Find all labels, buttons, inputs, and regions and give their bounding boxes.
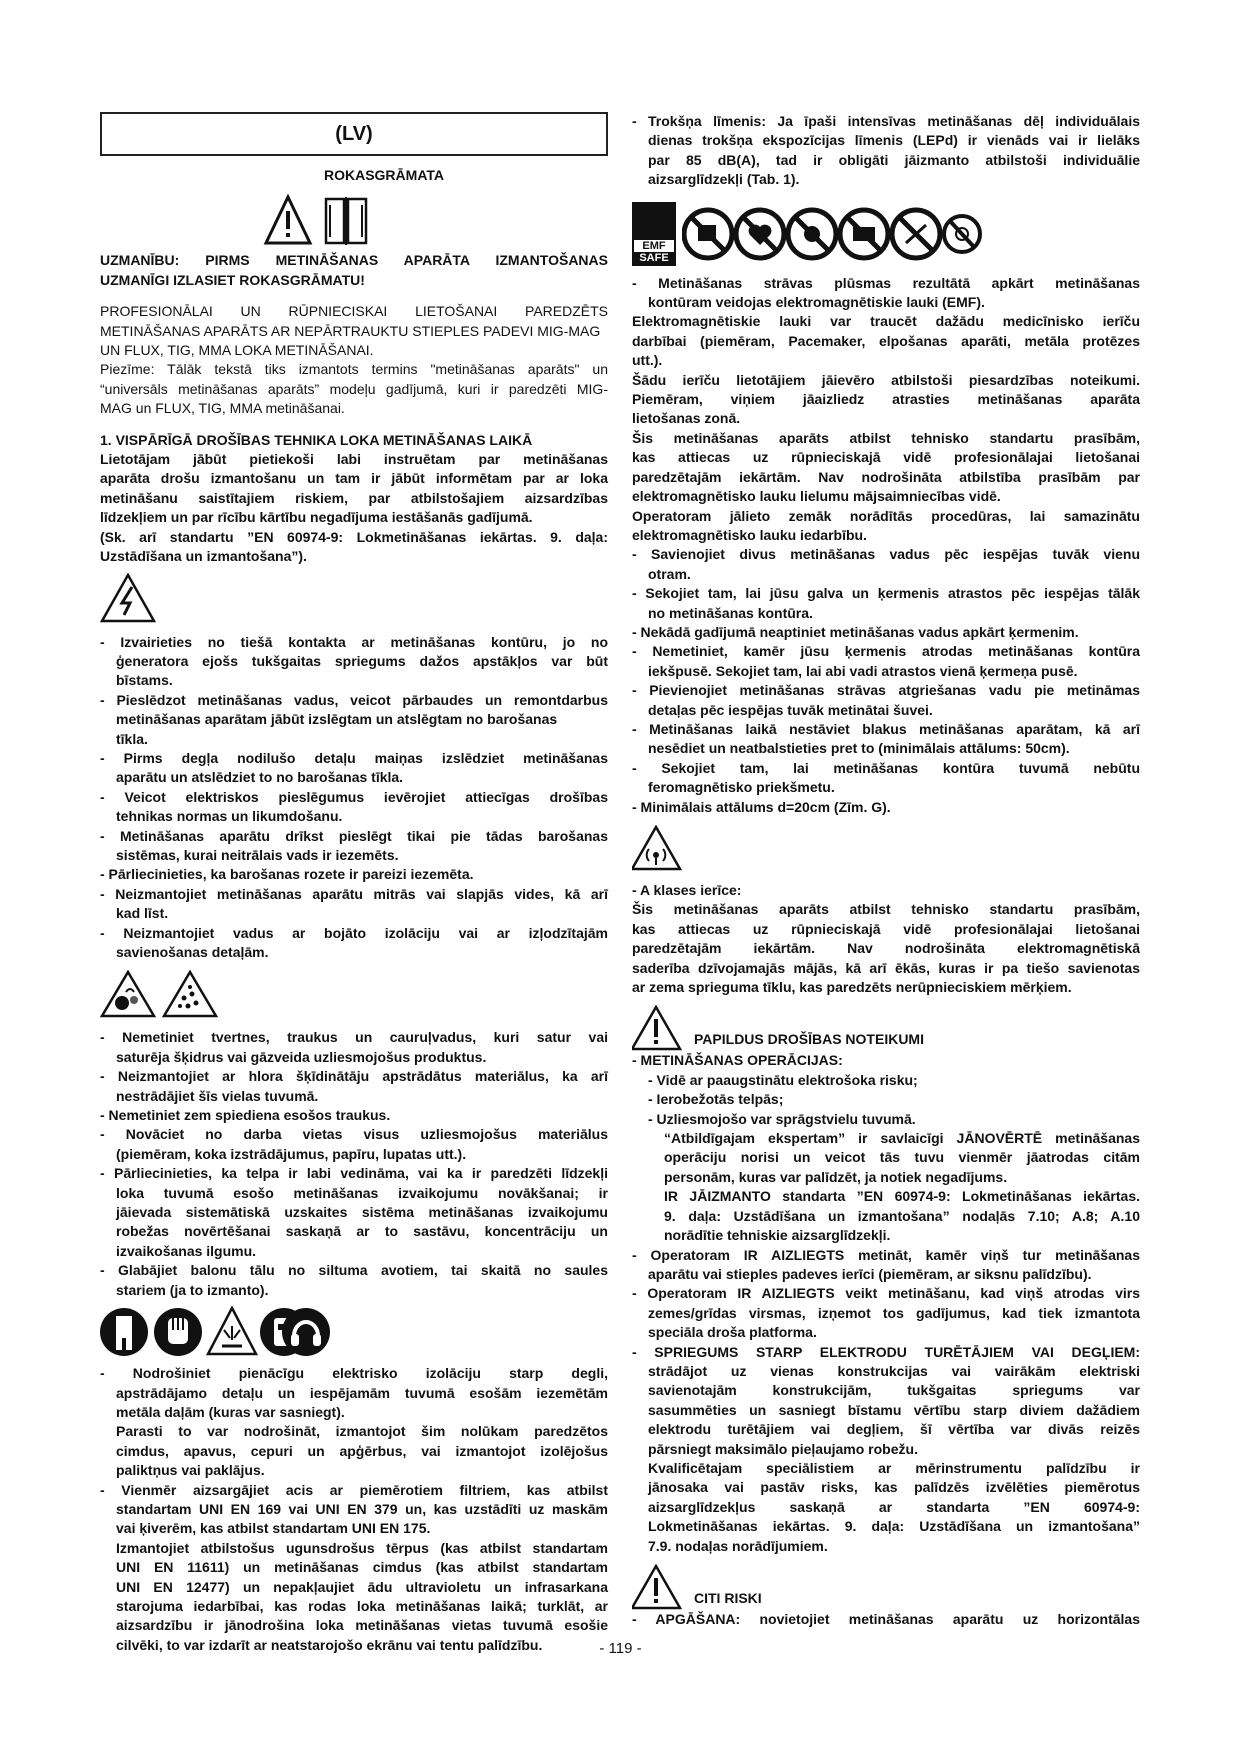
emf-line: - Savienojiet divus metināšanas vadus pēc iespējas tuvāk vienu: [632, 546, 1140, 563]
fire-item: robežas novērtēšanai saskaņā ar to sastāvu, koncentrāciju un: [116, 1223, 608, 1240]
electric-item: tehnikas normas un likumdošanu.: [116, 808, 343, 825]
emf-line: Šādu ierīču lietotājiem jāievēro atbilstoši piesardzības noteikumi.: [632, 371, 1140, 388]
emf-badge-top: EMF: [634, 240, 674, 252]
non-ionizing-radiation-icon: [632, 827, 680, 869]
additional-line: aparātu vai stieples padeves ierīci (piemēram, ar siksnu palīdzību).: [648, 1265, 1092, 1282]
fire-item: (piemēram, koka izstrādājumus, papīru, lupatas utt.).: [116, 1145, 467, 1162]
fire-item: saturēja šķidrus vai gāzveida uzliesmojošus produktus.: [116, 1048, 487, 1065]
section-1-line: (Sk. arī standartu ”EN 60974-9: Lokmetināšanas iekārtas. 9. daļa:: [100, 528, 608, 545]
emf-icon-row: [632, 202, 1140, 266]
section-1-title: 1. VISPĀRĪGĀ DROŠĪBAS TEHNIKA LOKA METINĀŠANAS LAIKĀ: [100, 431, 533, 448]
additional-line: IR JĀIZMANTO standarta ”EN 60974-9: Lokmetināšanas iekārtas.: [664, 1188, 1140, 1205]
ppe-item: - Nodrošiniet pienācīgu elektrisko izolāciju starp degli,: [100, 1365, 608, 1382]
manual-warning-icons: [100, 191, 608, 247]
emf-line: iekšpusē. Sekojiet tam, lai abi vadi atrastos vienā ķermeņa pusē.: [648, 662, 1078, 679]
ear-protection-icon: [282, 1308, 330, 1356]
class-a-line: Šis metināšanas aparāts atbilst tehnisko standartu prasībām,: [632, 901, 1140, 918]
additional-line: Lokmetināšanas iekārtas. 9. daļa: Uzstādīšana un izmantošana”: [648, 1518, 1140, 1535]
warning-triangle-icon: [632, 1566, 680, 1608]
other-risks-heading: [632, 1564, 1140, 1610]
electric-item: sistēmas, kurai neitrālais vads ir iezemēts.: [116, 846, 399, 863]
welding-gloves-icon: [154, 1308, 202, 1356]
fumes-hazard-icon: [164, 972, 216, 1016]
noise-line: - Trokšņa līmenis: Ja īpaši intensīvas metināšanas dēļ individuālais: [632, 113, 1140, 129]
ppe-item: Parasti to var nodrošināt, izmantojot šim nolūkam paredzētos: [116, 1423, 608, 1440]
additional-line: Kvalificētajam speciālistiem ar mērinstrumentu palīdzību ir: [648, 1459, 1140, 1476]
noise-line: par 85 dB(A), tad ir obligāti jāizmanto atbilstoši individuālie: [648, 151, 1140, 168]
ppe-item: starojuma iedarbībai, kas rodas loka metināšanas laikā; turklāt, ar: [116, 1597, 608, 1614]
electric-item: - Metināšanas aparātu drīkst pieslēgt tikai pie tādas barošanas: [100, 827, 608, 844]
no-heart-device-icon: [736, 210, 784, 258]
emf-line: lietošanas zonā.: [632, 410, 741, 427]
manual-title: ROKASGRĀMATA: [323, 167, 445, 183]
emf-line: Šis metināšanas aparāts atbilst tehnisko standartu prasībām,: [632, 429, 1140, 446]
ppe-item: metāla daļām (kuras var sasniegt).: [116, 1403, 345, 1420]
fire-item: - Novāciet no darba vietas visus uzliesmojošus materiālus: [100, 1126, 608, 1143]
electric-item: - Izvairieties no tiešā kontakta ar metināšanas kontūru, jo no: [100, 633, 608, 650]
electric-item: - Pieslēdzot metināšanas vadus, veicot pārbaudes un remontdarbus: [100, 691, 608, 708]
emf-badge-bottom: SAFE: [639, 251, 669, 264]
emf-line: darbībai (piemēram, Pacemaker, elpošanas aparāti, metāla protēzes: [632, 332, 1140, 349]
emf-safe-badge: [632, 202, 676, 266]
additional-line: - SPRIEGUMS STARP ELEKTRODU TURĒTĀJIEM VAI DEGĻIEM:: [632, 1343, 1140, 1360]
electric-hazard-icon: [102, 575, 154, 621]
electric-item: tīkla.: [116, 730, 148, 747]
open-book-icon: [326, 197, 366, 245]
noise-line: aizsarglīdzekļi (Tab. 1).: [648, 171, 800, 188]
additional-line: personām, kuras var palīdzēt, ja notiek negadījums.: [664, 1168, 1008, 1185]
additional-line: savienotajām konstrukcijām, tukšgaitas spriegums var: [648, 1382, 1140, 1399]
emf-line: Operatoram jālieto zemāk norādītās procedūras, lai samazinātu: [632, 507, 1140, 524]
ppe-item: apstrādājamo detaļu un iespējamām tuvumā esošām iezemētām: [116, 1384, 608, 1401]
emf-line: detaļas pēc iespējas tuvāk metinātai šuvei.: [648, 701, 933, 718]
electric-item: - Neizmantojiet metināšanas aparātu mitrās vai slapjās vides, kā arī: [100, 885, 608, 902]
attention-line: UZMANĪGI IZLASIET ROKASGRĀMATU!: [100, 271, 365, 288]
note-line: Piezīme: Tālāk tekstā tiks izmantots termins "metināšanas aparāts" un: [100, 361, 608, 378]
emf-line: - Pievienojiet metināšanas strāvas atgriešanas vadu pie metināmas: [632, 682, 1140, 699]
electric-item: bīstams.: [116, 672, 173, 689]
intro-line: PROFESIONĀLAI UN RŪPNIECISKAI LIETOŠANAI PAREDZĒTS: [100, 303, 608, 320]
additional-line: strādājot uz vienas konstrukcijas vai vairākām elektriski: [648, 1362, 1140, 1379]
note-line: MAG un FLUX, TIG, MMA metināšanai.: [100, 400, 345, 417]
warning-triangle-icon: [632, 1007, 680, 1049]
emf-line: - Sekojiet tam, lai jūsu galva un ķermenis atrastos pēc iespējas tālāk: [632, 585, 1140, 602]
additional-line: - Operatoram IR AIZLIEGTS veikt metināšanu, kad viņš atrodas virs: [632, 1285, 1140, 1302]
fire-item: - Glabājiet balonu tālu no siltuma avotiem, tai skaitā no saules: [100, 1262, 608, 1279]
fire-item: loka tuvumā esošo metināšanas izvaikojumu novākšanai; ir: [116, 1184, 608, 1201]
additional-line: “Atbildīgajam ekspertam” ir savlaicīgi JĀNOVĒRTĒ metināšanas: [664, 1130, 1140, 1147]
emf-line: feromagnētisko priekšmetu.: [648, 779, 835, 796]
page-number: - 119 -: [599, 1640, 642, 1657]
additional-rules-title: PAPILDUS DROŠĪBAS NOTEIKUMI: [694, 1031, 924, 1048]
fire-item: jāievada sistemātiskā uzskaites sistēma metināšanas izvaikojumu: [116, 1204, 608, 1221]
additional-line: - Vidē ar paaugstinātu elektrošoka risku;: [648, 1071, 918, 1088]
fire-item: stariem (ja to izmanto).: [116, 1281, 269, 1298]
class-a-line: - A klases ierīce:: [632, 882, 742, 898]
electric-item: - Pirms degļa nodilušo detaļu maiņas izslēdziet metināšanas: [100, 749, 608, 766]
language-box: (LV): [100, 112, 608, 156]
fire-hazard-icon-row: [100, 970, 608, 1020]
emf-line: utt.).: [632, 352, 663, 369]
emf-line: kas attiecas uz rūpnieciskajā vidē profesionālajai lietošanai: [632, 449, 1140, 466]
note-line: “universāls metināšanas aparāts” modeļu gadījumā, kuri ir paredzēti MIG-: [100, 380, 608, 397]
additional-line: norādītie tehniskie aizsarglīdzekļi.: [664, 1227, 891, 1244]
no-watch-icon: [944, 216, 980, 252]
emf-line: - Minimālais attālums d=20cm (Zīm. G).: [632, 798, 891, 815]
additional-line: aizsarglīdzekļus saskaņā ar standarta ”EN 60974-9:: [648, 1498, 1140, 1515]
emf-line: otram.: [648, 565, 691, 582]
emf-line: - Nemetiniet, kamēr jūsu ķermenis atrodas metināšanas kontūra: [632, 643, 1140, 660]
noise-line: dienas trokšņa ekspozīcijas līmenis (LEPd) ir vienāds vai ir lielāks: [648, 132, 1140, 149]
fire-item: - Neizmantojiet ar hlora šķīdinātāju apstrādātus materiālus, ka arī: [100, 1068, 608, 1085]
fire-explosion-hazard-icon: [102, 972, 154, 1016]
ppe-item: Izmantojiet atbilstošus ugunsdrošus tērpus (kas atbilst standartam: [116, 1539, 608, 1556]
emf-line: elektromagnētisko lauku lielumu mājsaimniecības vidē.: [632, 488, 1001, 505]
electric-item: - Neizmantojiet vadus ar bojāto izolāciju vai ar izļodzītajām: [100, 924, 608, 941]
emf-line: kontūram veidojas elektromagnētiskie lauki (EMF).: [648, 294, 985, 311]
ppe-item: - Vienmēr aizsargājiet acis ar piemērotiem filtriem, kas atbilst: [100, 1481, 608, 1498]
additional-line: 7.9. nodaļas norādījumiem.: [648, 1537, 828, 1554]
ppe-item: cimdus, apavus, cepuri un apģērbus, vai izmantojot izolējošus: [116, 1442, 608, 1459]
additional-line: - Ierobežotās telpās;: [648, 1091, 784, 1108]
fire-item: izvaikošanas ilgumu.: [116, 1242, 257, 1259]
class-a-line: paredzētajām iekārtām. Nav nodrošināta elektromagnētiskā: [632, 940, 1140, 957]
electric-item: - Veicot elektriskos pieslēgumus ievērojiet attiecīgas drošības: [100, 788, 608, 805]
ppe-item: standartam UNI EN 169 vai UNI EN 379 un, kas uzstādīti uz maskām: [116, 1500, 608, 1517]
electric-item: aparātu un atslēdziet to no barošanas tīkla.: [116, 769, 404, 786]
electric-item: ģeneratora ejošs tukšgaitas spriegums dažos apstākļos var būt: [116, 652, 608, 669]
protective-clothing-icon: [100, 1308, 148, 1356]
additional-line: - Operatoram IR AIZLIEGTS metināt, kamēr viņš tur metināšanas: [632, 1246, 1140, 1263]
section-1-line: līdzekļiem un par rīcību kārtību negadījuma iestāšanās gadījumā.: [100, 509, 533, 526]
intro-line: UN FLUX, TIG, MMA LOKA METINĀŠANAI.: [100, 342, 374, 359]
emf-line: elektromagnētisko lauku iedarbību.: [632, 526, 867, 543]
electric-item: savienošanas detaļām.: [116, 944, 269, 960]
ppe-item: aizsardzību ir jānodrošina loka metināšanas vietas tuvumā esošie: [116, 1617, 608, 1634]
section-1-line: Uzstādīšana un izmantošana”).: [100, 548, 307, 565]
arc-radiation-warning-icon: [208, 1308, 256, 1354]
emf-line: nesēdiet un neatbalstieties pret to (minimālais attālums: 50cm).: [648, 740, 1070, 757]
no-metal-tools-icon: [892, 210, 940, 258]
fire-item: - Pārliecinieties, ka telpa ir labi vedināma, vai ka ir paredzēti līdzekļi: [100, 1165, 608, 1182]
ppe-item: vai ķiverēm, kas atbilst standartam UNI EN 175.: [116, 1520, 431, 1537]
emf-line: Piemēram, viņiem jāaizliedz atrasties metināšanas aparāta: [632, 391, 1140, 408]
electric-item: kad līst.: [116, 905, 169, 922]
section-1-line: Lietotājam jābūt pietiekoši labi instruētam par metināšanas: [100, 451, 608, 468]
additional-line: - METINĀŠANAS OPERĀCIJAS:: [632, 1052, 843, 1069]
section-1-line: metināšanu saistītajiem riskiem, par atbilstošajiem aizsardzības: [100, 489, 608, 506]
section-1-line: aparāta drošu izmantošanu un tam ir jābūt informētam par ar loka: [100, 470, 608, 487]
additional-line: - Uzliesmojošo var sprāgstvielu tuvumā.: [648, 1110, 916, 1127]
non-ionizing-radiation-icon-row: [632, 825, 1140, 873]
other-risks-title: CITI RISKI: [694, 1589, 762, 1606]
emf-line: no metināšanas kontūra.: [648, 604, 813, 621]
class-a-line: ar zema sprieguma tīklu, kas paredzēts nerūpnieciskiem mērķiem.: [632, 979, 1072, 996]
additional-line: operāciju norisi un veicot tās tuvu vienmēr jāatrodas citām: [664, 1149, 1140, 1166]
other-risks-line: - APGĀŠANA: novietojiet metināšanas aparātu uz horizontālas: [632, 1611, 1140, 1627]
class-a-line: saderība dzīvojamajās mājās, kā arī ēkās, kuras ir pa tiešo savienotas: [632, 959, 1140, 976]
warning-triangle-icon: [266, 197, 310, 243]
ppe-icon-row: [100, 1306, 608, 1358]
emf-line: - Nekādā gadījumā neaptiniet metināšanas vadus apkārt ķermenim.: [632, 623, 1079, 640]
emf-line: Elektromagnētiskie lauki var traucēt dažādu medicīnisko ierīču: [632, 313, 1140, 330]
right-column: [632, 112, 1140, 1629]
ppe-item: paliktņus vai paklājus.: [116, 1462, 265, 1479]
fire-item: - Nemetiniet tvertnes, traukus un cauruļvadus, kuri satur vai: [100, 1029, 608, 1046]
no-pacemaker-icon: [684, 210, 732, 258]
additional-line: pārsniegt maksimālo pieļaujamo robežu.: [648, 1440, 918, 1457]
no-electronic-device-icon: [840, 210, 888, 258]
attention-line: UZMANĪBU: PIRMS METINĀŠANAS APARĀTA IZMANTOŠANAS: [100, 252, 608, 269]
emf-line: - Metināšanas laikā nestāviet blakus metināšanas aparātam, kā arī: [632, 720, 1140, 737]
additional-line: elektrodu turētājiem vai degļiem, šī vērtība var divās reizēs: [648, 1421, 1140, 1438]
class-a-line: kas attiecas uz rūpnieciskajā vidē profesionālajai lietošanai: [632, 920, 1140, 937]
additional-rules-heading: [632, 1005, 1140, 1051]
left-column: [100, 112, 608, 1655]
emf-line: - Metināšanas strāvas plūsmas rezultātā apkārt metināšanas: [632, 274, 1140, 291]
emf-line: paredzētajām iekārtām. Nav nodrošināta atbilstība prasībām par: [632, 468, 1140, 485]
electric-hazard-icon-row: [100, 573, 608, 625]
additional-line: 9. daļa: Uzstādīšana un izmantošana” nodaļās 7.10; A.8; A.10: [664, 1207, 1140, 1224]
additional-line: speciāla droša platforma.: [648, 1324, 817, 1341]
electric-item: metināšanas aparātam jābūt izslēgtam un atslēgtam no barošanas: [116, 711, 558, 728]
electric-item: - Pārliecinieties, ka barošanas rozete ir pareizi iezemēta.: [100, 866, 474, 883]
additional-line: sasummēties un sasniegt bīstamu vērtību starp diviem dažādiem: [648, 1401, 1140, 1418]
additional-line: jānosaka vai pastāv risks, kas palīdzēs izvēlēties piemērotus: [648, 1479, 1140, 1496]
additional-line: zemes/grīdas virsmas, izņemot tos gadījumus, kad tiek izmantota: [648, 1304, 1140, 1321]
ppe-item: UNI EN 12477) un nepakļaujiet ādu ultravioletu un infrasarkana: [116, 1578, 608, 1595]
ppe-item: UNI EN 11611) un metināšanas cimdus (kas atbilst standartam: [116, 1559, 608, 1576]
intro-line: METINĀŠANAS APARĀTS AR NEPĀRTRAUKTU STIEPLES PADEVI MIG-MAG: [100, 322, 601, 339]
fire-item: - Nemetiniet zem spiediena esošos traukus.: [100, 1107, 391, 1124]
fire-item: nestrādājiet šīs vielas tuvumā.: [116, 1087, 319, 1104]
no-metal-implant-icon: [788, 210, 836, 258]
ppe-item: cilvēki, to var izdarīt ar neatstarojošo ekrānu vai tentu palīdzību.: [116, 1636, 543, 1653]
emf-line: - Sekojiet tam, lai metināšanas kontūra tuvumā nebūtu: [632, 759, 1140, 776]
